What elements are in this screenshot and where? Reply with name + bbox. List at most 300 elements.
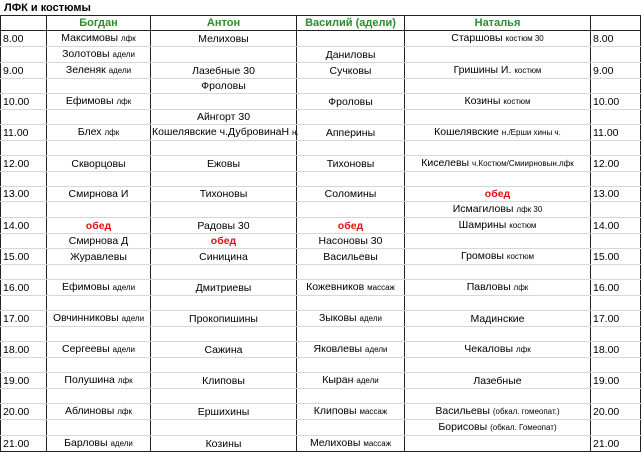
schedule-cell bbox=[1, 172, 47, 187]
cell-note: лфк 30 bbox=[516, 205, 543, 214]
cell-text: Радовы 30 bbox=[197, 219, 250, 232]
schedule-cell bbox=[297, 358, 405, 373]
table-row bbox=[1, 141, 641, 156]
cell-note: костюм bbox=[503, 97, 531, 106]
cell-text: Аблиновы bbox=[65, 405, 115, 417]
schedule-cell bbox=[151, 234, 297, 249]
schedule-cell bbox=[405, 172, 591, 187]
schedule-cell bbox=[297, 327, 405, 342]
cell-note: лфк bbox=[513, 283, 529, 292]
schedule-cell bbox=[405, 94, 591, 110]
schedule-cell bbox=[47, 373, 151, 389]
schedule-cell bbox=[405, 79, 591, 94]
table-row bbox=[1, 420, 641, 436]
cell-text: Зыковы bbox=[319, 312, 357, 324]
schedule-cell bbox=[297, 156, 405, 172]
cell-text: Максимовы bbox=[61, 32, 119, 44]
cell-note: адели bbox=[365, 345, 388, 354]
header-cell: Антон bbox=[151, 16, 297, 31]
schedule-cell bbox=[47, 202, 151, 218]
schedule-cell bbox=[405, 420, 591, 436]
schedule-cell bbox=[405, 249, 591, 265]
schedule-cell bbox=[47, 156, 151, 172]
cell-text: Васильевы bbox=[435, 405, 490, 417]
schedule-cell bbox=[297, 47, 405, 63]
cell-text: 10.00 bbox=[3, 95, 30, 108]
schedule-cell bbox=[591, 141, 641, 156]
schedule-cell bbox=[1, 125, 47, 141]
schedule-cell bbox=[47, 47, 151, 63]
schedule-cell bbox=[591, 265, 641, 280]
table-row bbox=[1, 79, 641, 94]
table-row bbox=[1, 202, 641, 218]
cell-note: лфк bbox=[116, 97, 132, 106]
cell-note: массаж bbox=[363, 439, 392, 448]
schedule-cell bbox=[47, 404, 151, 420]
cell-note: адели bbox=[359, 314, 382, 323]
cell-note: (обкал. гомеопат.) bbox=[492, 407, 560, 416]
schedule-cell bbox=[297, 63, 405, 79]
table-row bbox=[1, 47, 641, 63]
table-row bbox=[1, 342, 641, 358]
schedule-cell bbox=[297, 172, 405, 187]
cell-text: Апперины bbox=[325, 126, 376, 139]
cell-note: лфк bbox=[120, 34, 136, 43]
cell-note: костюм bbox=[509, 221, 537, 230]
cell-text: Насоновы 30 bbox=[318, 235, 383, 247]
cell-text: 13.00 bbox=[593, 188, 620, 200]
schedule-cell bbox=[297, 342, 405, 358]
schedule-cell bbox=[297, 234, 405, 249]
table-row bbox=[1, 436, 641, 452]
cell-text: 8.00 bbox=[593, 32, 614, 45]
cell-text: 15.00 bbox=[3, 250, 30, 263]
schedule-cell bbox=[591, 311, 641, 327]
cell-note: адели bbox=[110, 439, 133, 448]
header-cell: Василий (адели) bbox=[297, 16, 405, 31]
schedule-cell bbox=[405, 280, 591, 296]
table-row bbox=[1, 358, 641, 373]
cell-text: Козины bbox=[205, 437, 242, 450]
schedule-cell bbox=[47, 234, 151, 249]
schedule-cell bbox=[1, 296, 47, 311]
cell-text: Полушина bbox=[64, 374, 115, 386]
schedule-cell bbox=[47, 187, 151, 202]
cell-text: 16.00 bbox=[593, 281, 620, 294]
schedule-cell bbox=[405, 187, 591, 202]
schedule-cell bbox=[297, 94, 405, 110]
cell-text: 18.00 bbox=[3, 343, 30, 356]
cell-text: обед bbox=[337, 219, 364, 232]
schedule-cell bbox=[1, 373, 47, 389]
schedule-cell bbox=[405, 202, 591, 218]
cell-text: 11.00 bbox=[3, 126, 29, 139]
cell-text: обед bbox=[484, 188, 511, 200]
sheet-title: ЛФК и костюмы bbox=[4, 2, 91, 14]
table-row bbox=[1, 172, 641, 187]
header-row bbox=[1, 16, 641, 31]
schedule-cell bbox=[297, 436, 405, 452]
cell-note: массаж bbox=[367, 283, 395, 292]
schedule-cell bbox=[405, 296, 591, 311]
schedule-cell bbox=[47, 249, 151, 265]
schedule-cell bbox=[151, 47, 297, 63]
table-row bbox=[1, 156, 641, 172]
schedule-cell bbox=[151, 358, 297, 373]
schedule-cell bbox=[151, 156, 297, 172]
cell-text: 12.00 bbox=[3, 157, 30, 170]
cell-text: 21.00 bbox=[593, 437, 620, 450]
schedule-cell bbox=[47, 79, 151, 94]
schedule-cell bbox=[297, 404, 405, 420]
schedule-cell bbox=[591, 125, 641, 141]
schedule-cell bbox=[47, 94, 151, 110]
table-row bbox=[1, 31, 641, 47]
cell-text: Яковлевы bbox=[313, 343, 363, 355]
cell-text: Смирнова Д bbox=[68, 235, 129, 247]
cell-text: Фроловы bbox=[201, 80, 246, 92]
cell-text: Сучковы bbox=[329, 64, 372, 77]
table-row bbox=[1, 94, 641, 110]
cell-text: Даниловы bbox=[325, 48, 376, 61]
schedule-cell bbox=[405, 327, 591, 342]
cell-text: 15.00 bbox=[593, 250, 620, 263]
cell-text: Золотовы bbox=[62, 48, 110, 60]
cell-text: Лазебные bbox=[473, 374, 522, 387]
cell-note: костюм bbox=[514, 66, 542, 75]
header-cell: Богдан bbox=[47, 16, 151, 31]
schedule-cell bbox=[47, 31, 151, 47]
schedule-cell bbox=[591, 63, 641, 79]
schedule-cell bbox=[47, 311, 151, 327]
schedule-cell bbox=[151, 280, 297, 296]
schedule-cell bbox=[591, 94, 641, 110]
schedule-cell bbox=[591, 373, 641, 389]
cell-text: Айнгорт 30 bbox=[196, 111, 251, 123]
cell-note: адели bbox=[112, 345, 136, 354]
cell-text: Чекаловы bbox=[464, 343, 514, 355]
cell-text: 17.00 bbox=[593, 312, 620, 325]
schedule-cell bbox=[1, 420, 47, 436]
schedule-cell bbox=[151, 389, 297, 404]
schedule-cell bbox=[1, 358, 47, 373]
table-row bbox=[1, 63, 641, 79]
cell-text: обед bbox=[210, 235, 237, 247]
schedule-cell bbox=[1, 327, 47, 342]
table-row bbox=[1, 404, 641, 420]
schedule-cell bbox=[47, 110, 151, 125]
schedule-cell bbox=[591, 187, 641, 202]
schedule-cell bbox=[1, 234, 47, 249]
schedule-cell bbox=[1, 31, 47, 47]
cell-text: 12.00 bbox=[593, 157, 620, 170]
schedule-cell bbox=[405, 311, 591, 327]
table-row bbox=[1, 234, 641, 249]
cell-text: 14.00 bbox=[3, 219, 30, 232]
schedule-cell bbox=[297, 79, 405, 94]
schedule-cell bbox=[297, 187, 405, 202]
cell-text: Козины bbox=[464, 95, 501, 107]
schedule-cell bbox=[405, 218, 591, 234]
schedule-cell bbox=[591, 234, 641, 249]
cell-text: Мадинские bbox=[470, 312, 525, 325]
cell-text: 21.00 bbox=[3, 437, 30, 450]
schedule-cell bbox=[1, 187, 47, 202]
schedule-cell bbox=[47, 420, 151, 436]
schedule-cell bbox=[1, 141, 47, 156]
schedule-cell bbox=[297, 280, 405, 296]
schedule-cell bbox=[405, 342, 591, 358]
schedule-cell bbox=[151, 373, 297, 389]
header-cell bbox=[1, 16, 47, 31]
schedule-cell bbox=[1, 110, 47, 125]
schedule-cell bbox=[297, 373, 405, 389]
cell-text: 9.00 bbox=[593, 64, 614, 77]
cell-text: Скворцовы bbox=[71, 157, 126, 170]
schedule-cell bbox=[151, 187, 297, 202]
schedule-cell bbox=[405, 404, 591, 420]
schedule-cell bbox=[151, 79, 297, 94]
schedule-cell bbox=[405, 436, 591, 452]
schedule-cell bbox=[405, 110, 591, 125]
schedule-cell bbox=[297, 311, 405, 327]
cell-text: 10.00 bbox=[593, 95, 620, 108]
schedule-cell bbox=[297, 141, 405, 156]
cell-note: ч.Костюм/Смиирновын.лфк bbox=[472, 159, 574, 168]
schedule-cell bbox=[591, 280, 641, 296]
cell-text: Ефимовы bbox=[65, 95, 114, 107]
table-row bbox=[1, 125, 641, 141]
schedule-cell bbox=[1, 202, 47, 218]
schedule-cell bbox=[297, 202, 405, 218]
schedule-cell bbox=[591, 327, 641, 342]
cell-text: Овчинниковы bbox=[52, 312, 119, 324]
schedule-cell bbox=[47, 280, 151, 296]
table-row bbox=[1, 187, 641, 202]
schedule-cell bbox=[151, 249, 297, 265]
schedule-cell bbox=[405, 156, 591, 172]
cell-text: Кожевников bbox=[306, 281, 365, 293]
table-row bbox=[1, 373, 641, 389]
cell-text: Сажина bbox=[204, 343, 243, 356]
schedule-cell bbox=[151, 311, 297, 327]
schedule-cell bbox=[297, 265, 405, 280]
cell-text: 17.00 bbox=[3, 312, 30, 325]
cell-note: лфк bbox=[515, 345, 531, 354]
cell-note: лфк bbox=[117, 407, 132, 416]
schedule-cell bbox=[151, 110, 297, 125]
cell-note: массаж bbox=[359, 407, 388, 416]
schedule-cell bbox=[47, 436, 151, 452]
schedule-cell bbox=[591, 218, 641, 234]
cell-note: адели bbox=[108, 66, 132, 75]
schedule-cell bbox=[297, 31, 405, 47]
cell-text: 14.00 bbox=[593, 219, 620, 232]
cell-text: Мелиховы bbox=[309, 437, 361, 449]
schedule-cell bbox=[47, 358, 151, 373]
cell-text: 8.00 bbox=[3, 32, 24, 45]
schedule-cell bbox=[151, 63, 297, 79]
schedule-cell bbox=[151, 296, 297, 311]
schedule-cell bbox=[47, 63, 151, 79]
schedule-cell bbox=[151, 420, 297, 436]
schedule-cell bbox=[151, 327, 297, 342]
header-cell bbox=[591, 16, 641, 31]
cell-text: Васильевы bbox=[323, 250, 378, 263]
schedule-cell bbox=[405, 373, 591, 389]
schedule-cell bbox=[47, 172, 151, 187]
schedule-cell bbox=[1, 436, 47, 452]
table-row bbox=[1, 218, 641, 234]
schedule-cell bbox=[591, 358, 641, 373]
schedule-cell bbox=[47, 265, 151, 280]
cell-text: Исмагиловы bbox=[452, 203, 514, 215]
schedule-cell bbox=[1, 47, 47, 63]
table-row bbox=[1, 327, 641, 342]
cell-text: 18.00 bbox=[593, 343, 620, 356]
cell-text: Тихоновы bbox=[199, 188, 248, 200]
cell-text: Дмитриевы bbox=[195, 281, 252, 294]
schedule-cell bbox=[47, 296, 151, 311]
cell-text: 19.00 bbox=[3, 374, 30, 387]
cell-text: 11.00 bbox=[593, 126, 619, 139]
cell-text: Гришины И. bbox=[453, 64, 512, 76]
schedule-cell bbox=[47, 141, 151, 156]
table-row bbox=[1, 265, 641, 280]
schedule-cell bbox=[151, 31, 297, 47]
schedule-cell bbox=[591, 202, 641, 218]
cell-note: лфк bbox=[117, 376, 133, 385]
schedule-cell bbox=[405, 63, 591, 79]
table-row bbox=[1, 311, 641, 327]
schedule-cell bbox=[591, 110, 641, 125]
schedule-cell bbox=[405, 234, 591, 249]
cell-text: Смирнова И bbox=[68, 188, 129, 200]
cell-note: адели bbox=[356, 376, 379, 385]
cell-text: Киселевы bbox=[421, 157, 470, 169]
cell-text: Тихоновы bbox=[326, 157, 375, 170]
cell-text: Кыран bbox=[322, 374, 354, 386]
schedule-cell bbox=[47, 389, 151, 404]
cell-text: Шамрины bbox=[458, 219, 507, 231]
cell-text: Фроловы bbox=[328, 95, 373, 108]
schedule-cell bbox=[151, 265, 297, 280]
cell-note: адели bbox=[121, 314, 145, 323]
cell-note: адели bbox=[112, 50, 135, 59]
schedule-cell bbox=[47, 218, 151, 234]
schedule-cell bbox=[151, 436, 297, 452]
cell-text: Кошелявские ч.ДубровинаН bbox=[152, 126, 290, 138]
cell-text: 19.00 bbox=[593, 374, 620, 387]
schedule-cell bbox=[297, 249, 405, 265]
schedule-cell bbox=[151, 141, 297, 156]
schedule-cell bbox=[47, 342, 151, 358]
schedule-cell bbox=[591, 31, 641, 47]
header-cell: Наталья bbox=[405, 16, 591, 31]
schedule-cell bbox=[151, 218, 297, 234]
cell-text: 16.00 bbox=[3, 281, 30, 294]
schedule-cell bbox=[405, 265, 591, 280]
cell-note: н. bbox=[292, 128, 299, 137]
cell-text: 9.00 bbox=[3, 64, 24, 77]
schedule-cell bbox=[1, 94, 47, 110]
schedule-cell bbox=[1, 79, 47, 94]
schedule-cell bbox=[591, 172, 641, 187]
cell-text: 20.00 bbox=[593, 405, 620, 418]
schedule-cell bbox=[591, 389, 641, 404]
cell-text: Лазебные 30 bbox=[192, 64, 255, 77]
schedule-cell bbox=[297, 218, 405, 234]
schedule-table bbox=[0, 15, 641, 452]
cell-text: Синицина bbox=[199, 250, 248, 263]
cell-note: костюм bbox=[506, 252, 534, 261]
schedule-cell bbox=[591, 342, 641, 358]
schedule-cell bbox=[1, 389, 47, 404]
cell-note: костюм 30 bbox=[505, 34, 544, 43]
schedule-cell bbox=[297, 296, 405, 311]
cell-text: Ефимовы bbox=[61, 281, 110, 293]
cell-text: Павловы bbox=[466, 281, 511, 293]
schedule-cell bbox=[151, 125, 297, 141]
cell-text: Борисовы bbox=[438, 421, 488, 433]
schedule-cell bbox=[591, 249, 641, 265]
schedule-cell bbox=[591, 156, 641, 172]
schedule-cell bbox=[405, 31, 591, 47]
schedule-cell bbox=[591, 296, 641, 311]
schedule-cell bbox=[1, 404, 47, 420]
cell-text: 13.00 bbox=[3, 188, 30, 200]
schedule-cell bbox=[151, 172, 297, 187]
table-row bbox=[1, 249, 641, 265]
schedule-cell bbox=[405, 141, 591, 156]
schedule-cell bbox=[297, 110, 405, 125]
table-row bbox=[1, 280, 641, 296]
schedule-cell bbox=[1, 218, 47, 234]
schedule-cell bbox=[151, 94, 297, 110]
cell-text: Барловы bbox=[64, 437, 108, 449]
schedule-cell bbox=[591, 47, 641, 63]
cell-text: обед bbox=[85, 219, 112, 232]
cell-text: Мелиховы bbox=[198, 32, 249, 45]
schedule-cell bbox=[47, 327, 151, 342]
schedule-cell bbox=[47, 125, 151, 141]
cell-text: Клиповы bbox=[202, 374, 245, 387]
schedule-cell bbox=[1, 265, 47, 280]
schedule-cell bbox=[297, 125, 405, 141]
cell-text: Журавлевы bbox=[70, 250, 127, 263]
schedule-cell bbox=[297, 389, 405, 404]
cell-note: адели bbox=[112, 283, 136, 292]
schedule-cell bbox=[591, 436, 641, 452]
table-row bbox=[1, 389, 641, 404]
schedule-cell bbox=[1, 249, 47, 265]
cell-text: Громовы bbox=[460, 250, 504, 262]
cell-text: Сергеевы bbox=[61, 343, 110, 355]
schedule-cell bbox=[1, 342, 47, 358]
schedule-cell bbox=[1, 63, 47, 79]
cell-text: Соломины bbox=[324, 188, 377, 200]
schedule-cell bbox=[591, 79, 641, 94]
schedule-cell bbox=[297, 420, 405, 436]
cell-text: Кошелявские bbox=[434, 126, 499, 138]
schedule-cell bbox=[405, 47, 591, 63]
cell-text: Ершихины bbox=[197, 405, 250, 418]
cell-text: Старшовы bbox=[451, 32, 503, 44]
cell-text: Блех bbox=[77, 126, 102, 138]
cell-note: (обкал. Гомеопат) bbox=[490, 423, 557, 432]
schedule-cell bbox=[151, 202, 297, 218]
schedule-cell bbox=[405, 389, 591, 404]
